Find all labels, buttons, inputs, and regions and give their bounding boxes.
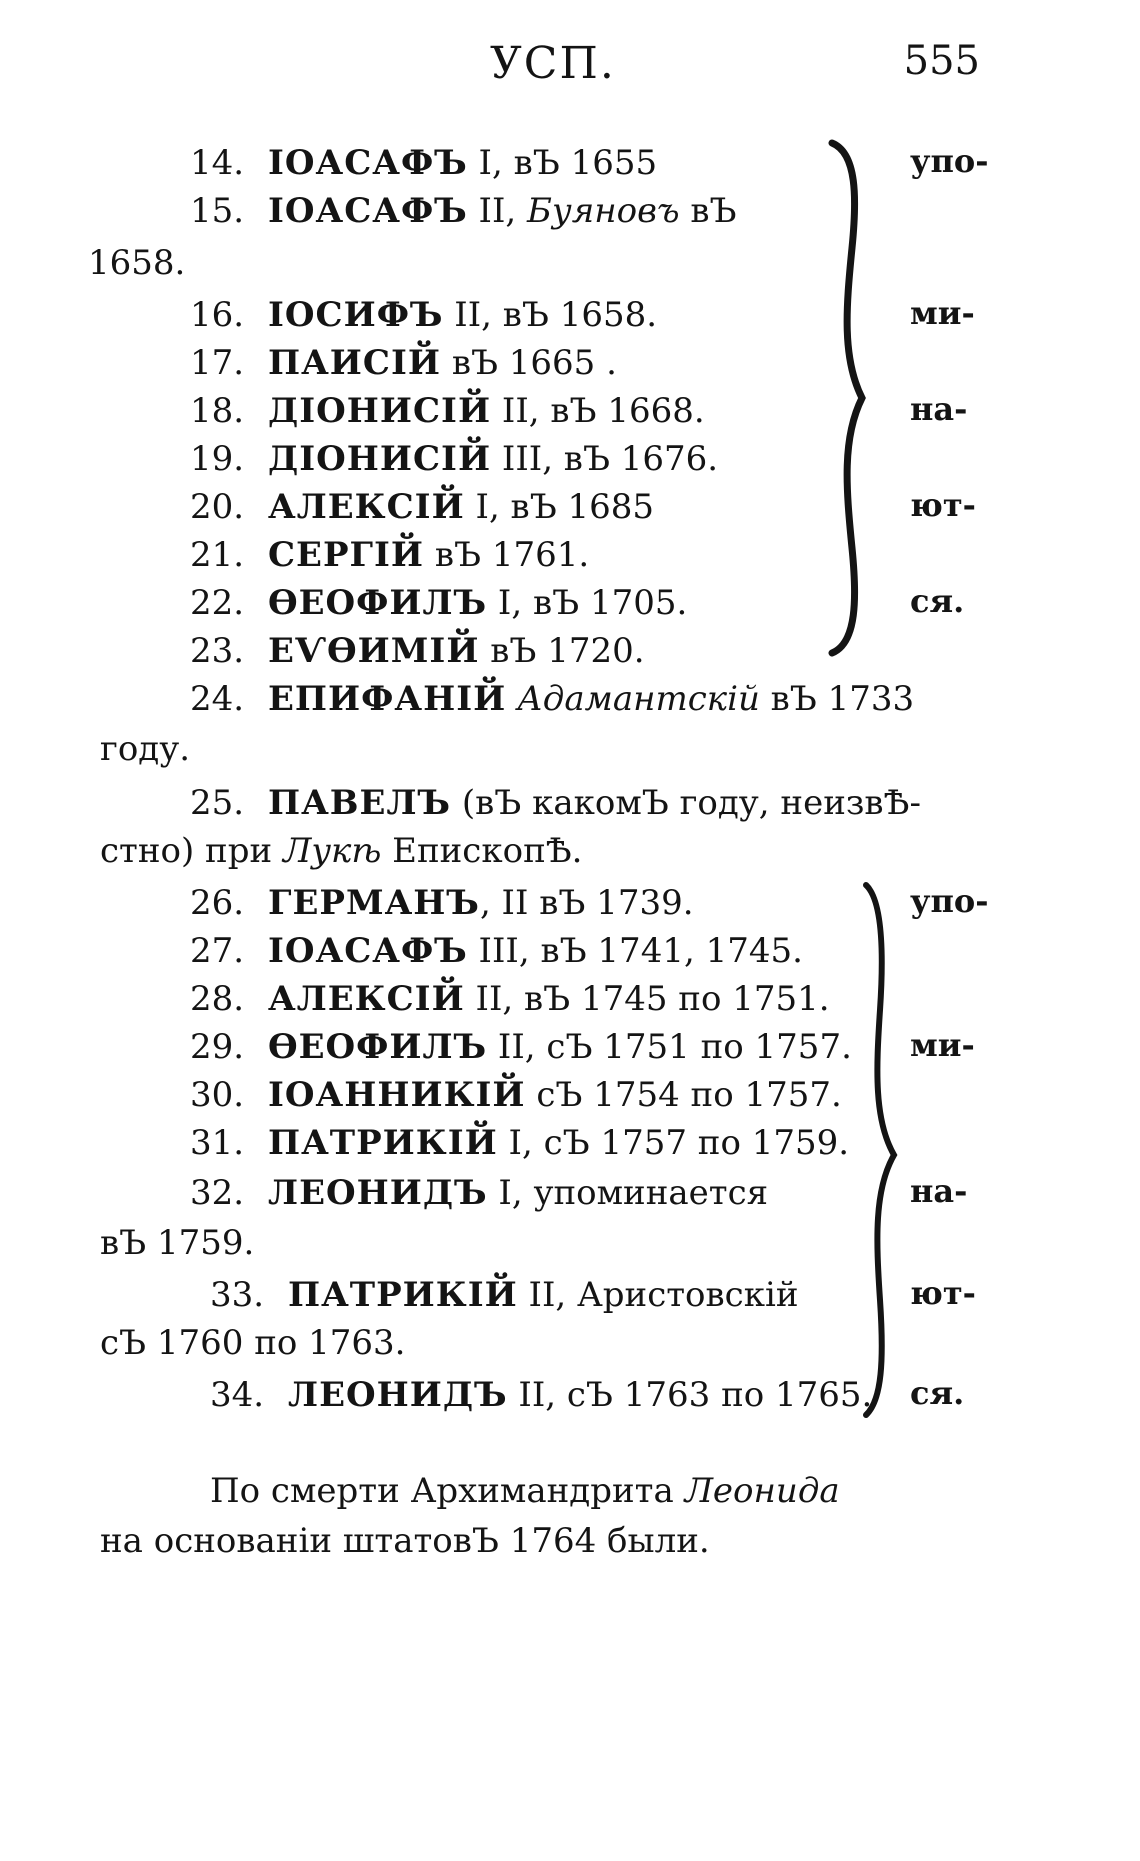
margin-word: упо- xyxy=(910,882,989,920)
entry-detail: II, вЪ 1668. xyxy=(491,391,705,431)
entry-number: 19. xyxy=(190,439,245,479)
entry-number: 31. xyxy=(190,1123,245,1163)
entry-27 xyxy=(190,928,803,974)
entry-25 xyxy=(190,780,921,826)
entry-italic: Лукѣ xyxy=(282,831,382,871)
entry-detail: вЪ 1761. xyxy=(424,535,590,575)
entry-number: 29. xyxy=(190,1027,245,1067)
entry-name: IОСИФЪ xyxy=(268,295,444,335)
entry-22 xyxy=(190,580,687,626)
entry-name: ЛЕОНИДЪ xyxy=(288,1375,508,1415)
closing-name: Леонида xyxy=(684,1471,840,1511)
margin-word: ют- xyxy=(910,486,976,524)
entry-surname: Буяновъ xyxy=(527,191,680,231)
entry-17 xyxy=(190,340,617,386)
entry-name: ГЕРМАНЪ xyxy=(268,883,480,923)
entry-detail: II, xyxy=(467,191,528,231)
margin-word: на- xyxy=(910,390,968,428)
entry-name: ПАВЕЛЪ xyxy=(268,783,452,823)
page-header xyxy=(0,38,1140,98)
entry-detail-2: ЕпископѢ. xyxy=(381,831,583,871)
entry-name: IОАСАФЪ xyxy=(268,191,468,231)
entry-detail: I, вЪ 1655 xyxy=(467,143,658,183)
entry-detail: I, сЪ 1757 по 1759. xyxy=(497,1123,850,1163)
entry-detail: I, вЪ 1685 xyxy=(464,487,655,527)
closing-line-2: на основанiи штатовЪ 1764 были. xyxy=(100,1521,710,1561)
margin-word: на- xyxy=(910,1172,968,1210)
entry-name: ЕѴѲИМIЙ xyxy=(268,631,480,671)
entry-21 xyxy=(190,532,589,578)
margin-word: ся. xyxy=(910,582,965,620)
entry-24 xyxy=(190,676,914,722)
entry-number: 20. xyxy=(190,487,245,527)
entry-number: 23. xyxy=(190,631,245,671)
entry-detail: III, вЪ 1676. xyxy=(491,439,719,479)
entry-33-continuation: сЪ 1760 по 1763. xyxy=(100,1323,406,1363)
entry-number: 18. xyxy=(190,391,245,431)
margin-word: ми- xyxy=(910,294,975,332)
entry-detail: I, вЪ 1705. xyxy=(487,583,688,623)
entry-name: ЛЕОНИДЪ xyxy=(268,1173,488,1213)
entry-number: 25. xyxy=(190,783,245,823)
entry-23 xyxy=(190,628,645,674)
entry-detail: II, сЪ 1751 по 1757. xyxy=(487,1027,852,1067)
curly-brace-group-1 xyxy=(812,138,882,658)
entry-name: ДIОНИСIЙ xyxy=(268,391,492,431)
entry-number: 24. xyxy=(190,679,245,719)
entry-24-continuation: году. xyxy=(100,729,191,769)
entry-26 xyxy=(190,880,694,926)
entry-detail: (вЪ какомЪ году, неизвѢ- xyxy=(451,783,921,823)
entry-number: 22. xyxy=(190,583,245,623)
entry-detail: III, вЪ 1741, 1745. xyxy=(467,931,803,971)
entry-33 xyxy=(210,1272,799,1318)
entry-number: 28. xyxy=(190,979,245,1019)
entry-31 xyxy=(190,1120,849,1166)
entry-detail: II, вЪ 1745 по 1751. xyxy=(464,979,830,1019)
entry-15-continuation: 1658. xyxy=(88,243,186,283)
entry-detail: II, Аристовскiй xyxy=(517,1275,799,1315)
entry-detail: , II вЪ 1739. xyxy=(479,883,694,923)
entry-name: ПАТРИКIЙ xyxy=(268,1123,498,1163)
entry-32 xyxy=(190,1170,768,1216)
entry-number: 30. xyxy=(190,1075,245,1115)
entry-name: ѲЕОФИЛЪ xyxy=(268,583,488,623)
entry-28 xyxy=(190,976,830,1022)
entry-19 xyxy=(190,436,718,482)
page-number: 555 xyxy=(903,38,980,84)
entry-detail: вЪ 1665 . xyxy=(441,343,617,383)
entry-name: IОАСАФЪ xyxy=(268,143,468,183)
entry-number: 16. xyxy=(190,295,245,335)
entry-number: 17. xyxy=(190,343,245,383)
entry-number: 14. xyxy=(190,143,245,183)
curly-brace-group-2 xyxy=(858,880,908,1420)
margin-word: упо- xyxy=(910,142,989,180)
entry-name: ПАИСIЙ xyxy=(268,343,442,383)
entry-32-continuation: вЪ 1759. xyxy=(100,1223,255,1263)
entry-25-continuation xyxy=(100,828,582,874)
entry-14 xyxy=(190,140,657,186)
entry-name: IОАННИКIЙ xyxy=(268,1075,526,1115)
entry-detail: стно) при xyxy=(100,831,283,871)
entry-detail: вЪ 1720. xyxy=(479,631,645,671)
entry-29 xyxy=(190,1024,852,1070)
entry-name: АЛЕКСIЙ xyxy=(268,979,465,1019)
entry-34 xyxy=(210,1372,872,1418)
entry-detail: II, сЪ 1763 по 1765. xyxy=(507,1375,873,1415)
margin-word: ют- xyxy=(910,1274,976,1312)
entry-number: 32. xyxy=(190,1173,245,1213)
entry-name: IОАСАФЪ xyxy=(268,931,468,971)
closing-text: По смерти Архимандрита xyxy=(210,1471,685,1511)
entry-detail: II, вЪ 1658. xyxy=(443,295,658,335)
entry-16 xyxy=(190,292,657,338)
entry-30 xyxy=(190,1072,842,1118)
running-head: УСП. xyxy=(490,38,616,89)
margin-word: ся. xyxy=(910,1374,965,1412)
entry-name: ѲЕОФИЛЪ xyxy=(268,1027,488,1067)
entry-number: 34. xyxy=(210,1375,265,1415)
entry-18 xyxy=(190,388,705,434)
entry-detail: I, упоминается xyxy=(487,1173,769,1213)
entry-detail: вЪ 1733 xyxy=(759,679,915,719)
entry-15 xyxy=(190,188,737,234)
entry-number: 21. xyxy=(190,535,245,575)
margin-word: ми- xyxy=(910,1026,975,1064)
entry-name: АЛЕКСIЙ xyxy=(268,487,465,527)
entry-number: 15. xyxy=(190,191,245,231)
entry-surname: Адамантскiй xyxy=(517,679,760,719)
entry-20 xyxy=(190,484,654,530)
entry-name: ЕПИФАНIЙ xyxy=(268,679,507,719)
entry-name: СЕРГIЙ xyxy=(268,535,425,575)
entry-number: 27. xyxy=(190,931,245,971)
entry-name: ДIОНИСIЙ xyxy=(268,439,492,479)
entry-detail-2: вЪ xyxy=(679,191,737,231)
entry-number: 26. xyxy=(190,883,245,923)
entry-detail: сЪ 1754 по 1757. xyxy=(525,1075,842,1115)
entry-number: 33. xyxy=(210,1275,265,1315)
closing-line-1 xyxy=(210,1466,840,1516)
entry-name: ПАТРИКIЙ xyxy=(288,1275,518,1315)
